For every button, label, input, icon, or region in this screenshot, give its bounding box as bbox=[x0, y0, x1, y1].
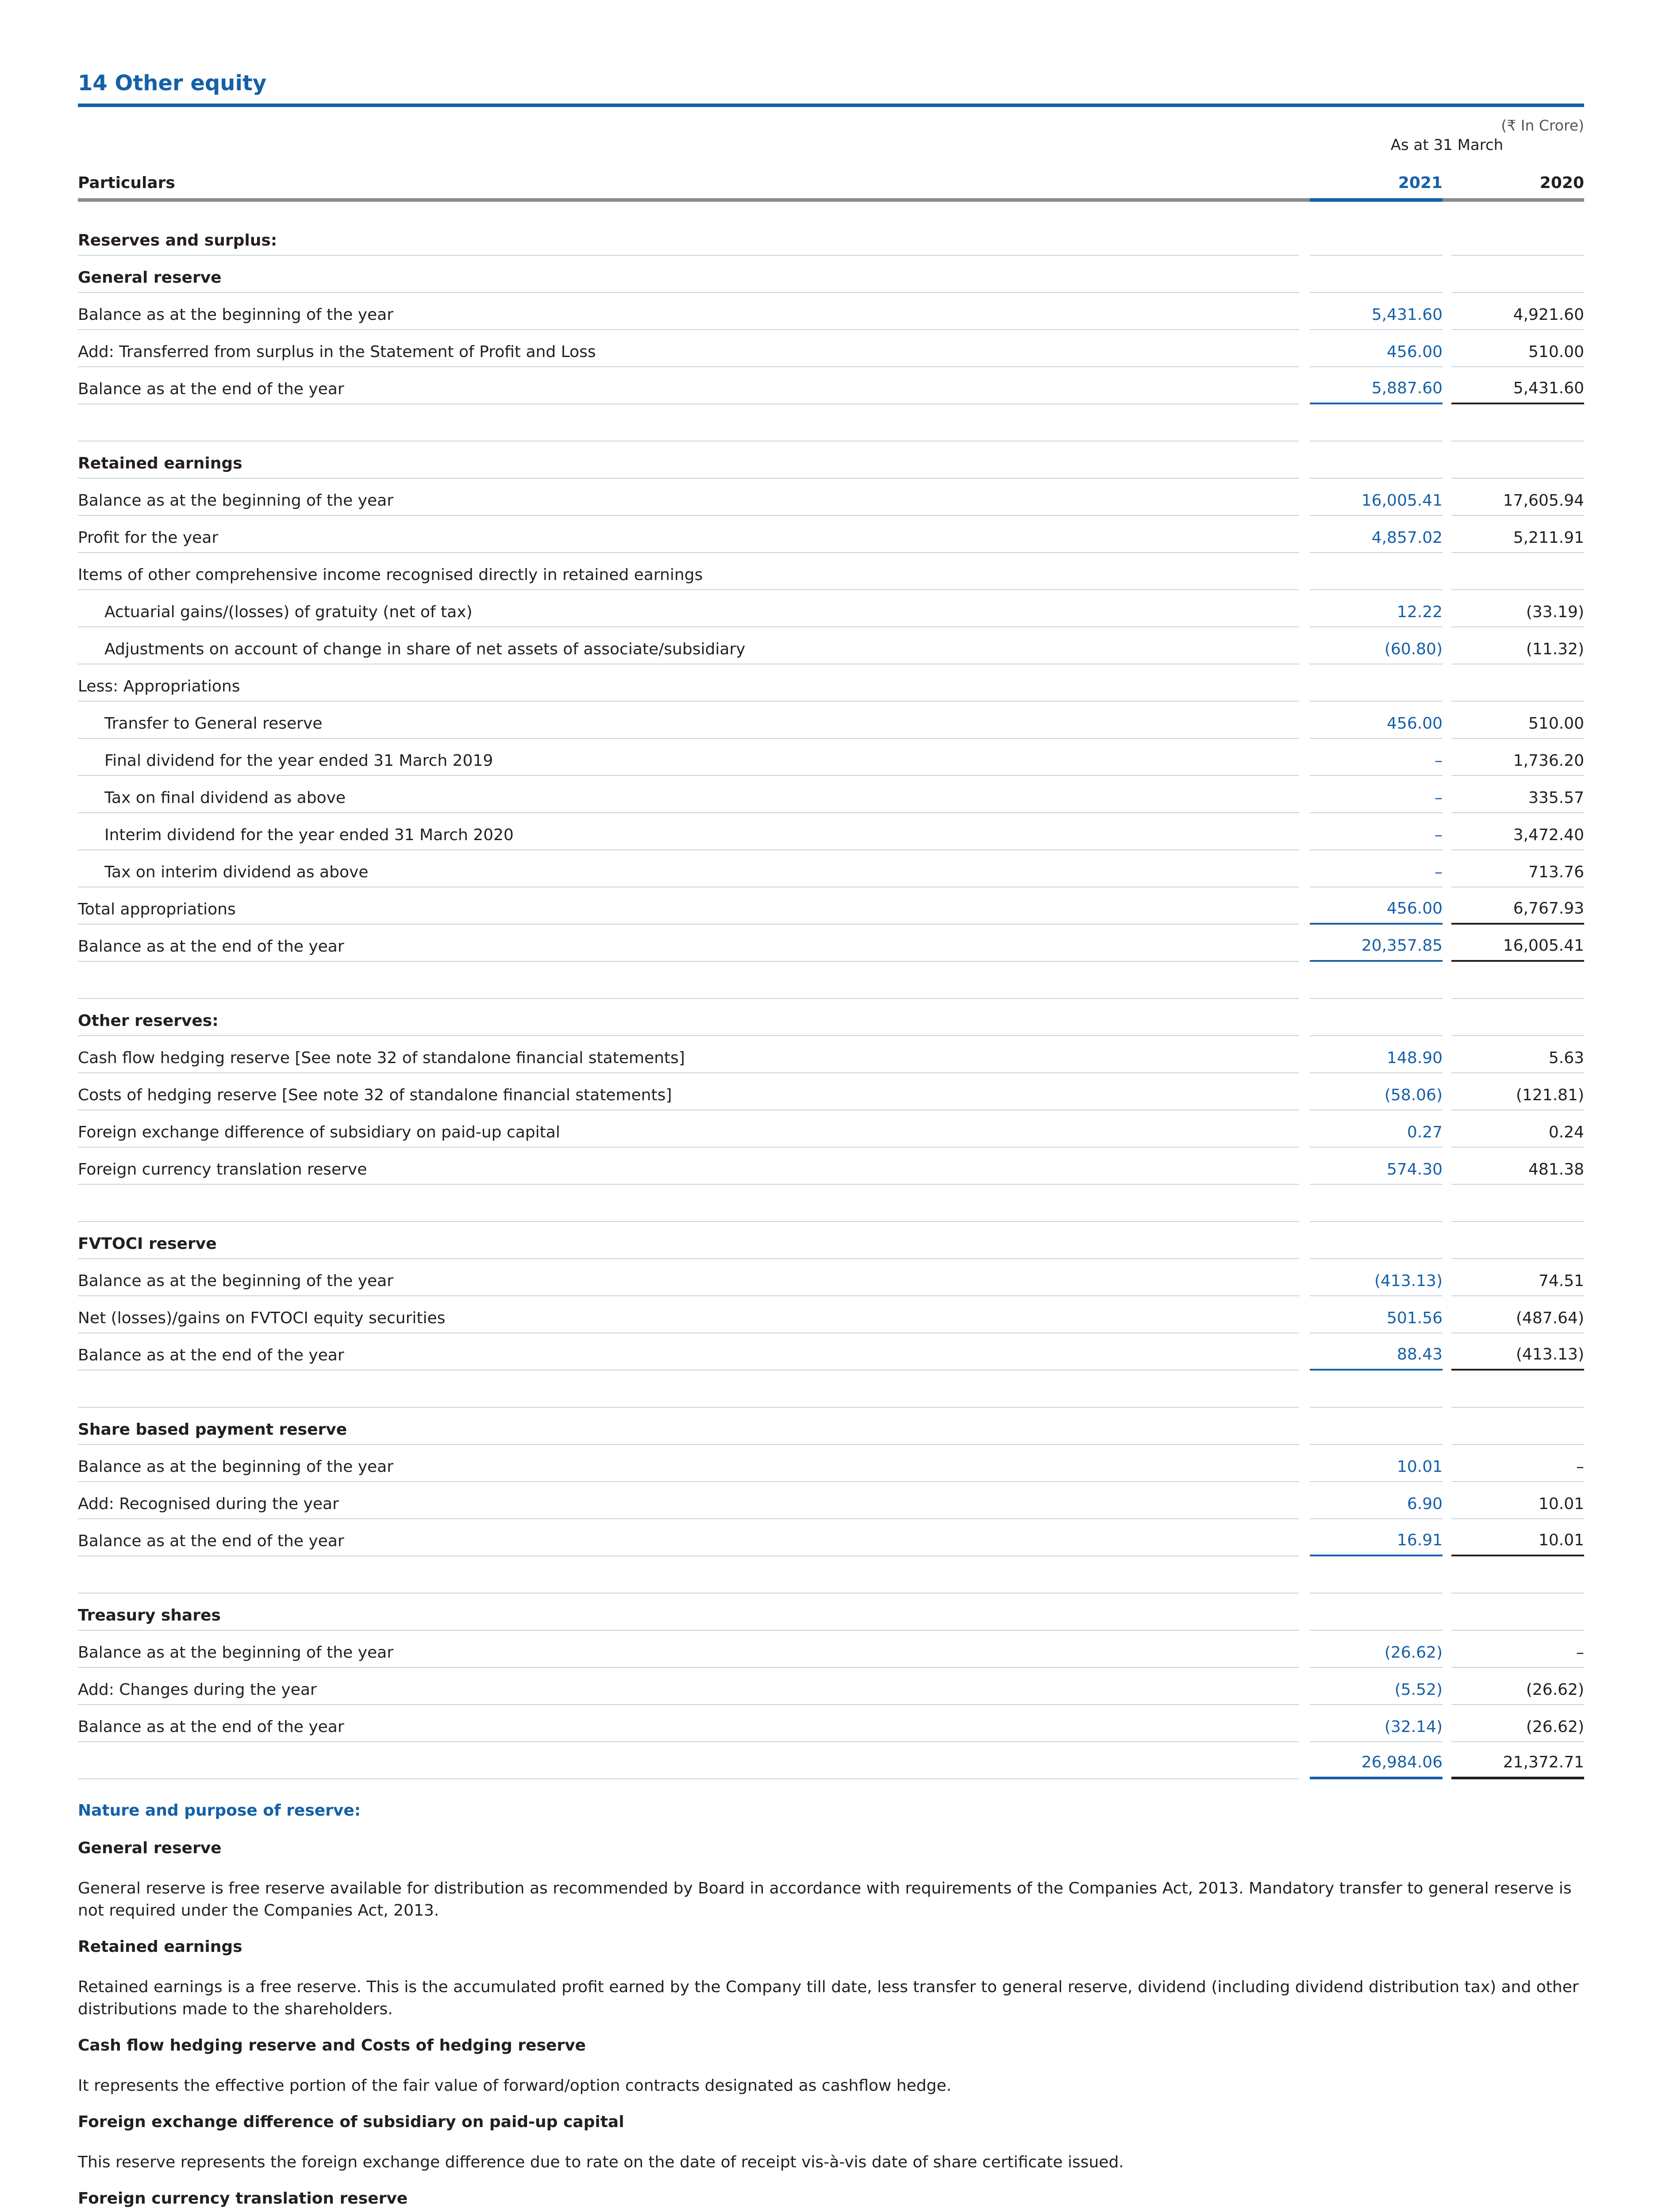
unit-label: (₹ In Crore) bbox=[1501, 117, 1584, 134]
row-label: Balance as at the end of the year bbox=[78, 1705, 1299, 1742]
row-label: Balance as at the beginning of the year bbox=[78, 1631, 1299, 1668]
value-2021: 10.01 bbox=[1310, 1445, 1443, 1482]
note-title: General reserve bbox=[78, 1839, 222, 1857]
row-label: Balance as at the end of the year bbox=[78, 1519, 1299, 1556]
table-row bbox=[78, 1445, 1584, 1482]
value-2021: 456.00 bbox=[1310, 887, 1443, 925]
row-label: Transfer to General reserve bbox=[78, 702, 1299, 739]
value-2021 bbox=[1310, 999, 1443, 1036]
value-2021 bbox=[1310, 256, 1443, 293]
value-2021 bbox=[1310, 553, 1443, 590]
table-row bbox=[78, 1668, 1584, 1705]
row-label bbox=[78, 1556, 1299, 1594]
value-2021: 148.90 bbox=[1310, 1036, 1443, 1073]
row-label: Costs of hedging reserve [See note 32 of standalone financial statements] bbox=[78, 1073, 1299, 1110]
value-2021: 0.27 bbox=[1310, 1110, 1443, 1148]
value-2020: 481.38 bbox=[1451, 1148, 1584, 1185]
row-label: Foreign exchange difference of subsidiary on paid-up capital bbox=[78, 1110, 1299, 1148]
value-2020: (26.62) bbox=[1451, 1705, 1584, 1742]
note-title: Retained earnings bbox=[78, 1938, 242, 1956]
table-row bbox=[78, 1185, 1584, 1222]
row-label: Cash flow hedging reserve [See note 32 of standalone financial statements] bbox=[78, 1036, 1299, 1073]
row-label bbox=[78, 1185, 1299, 1222]
value-2021: (26.62) bbox=[1310, 1631, 1443, 1668]
value-2020: – bbox=[1451, 1631, 1584, 1668]
table-row bbox=[78, 739, 1584, 776]
value-2020: 5,211.91 bbox=[1451, 516, 1584, 553]
value-2020: 21,372.71 bbox=[1451, 1742, 1584, 1779]
table-row bbox=[78, 516, 1584, 553]
value-2021: (60.80) bbox=[1310, 627, 1443, 664]
table-row bbox=[78, 1742, 1584, 1779]
value-2021 bbox=[1310, 404, 1443, 442]
value-2020: 3,472.40 bbox=[1451, 813, 1584, 850]
row-label: Add: Recognised during the year bbox=[78, 1482, 1299, 1519]
value-2020: 17,605.94 bbox=[1451, 479, 1584, 516]
table-row bbox=[78, 1333, 1584, 1371]
note-text: Retained earnings is a free reserve. This is the accumulated profit earned by the Company till date, less transfer to general reserve, dividend (including dividend distribution tax) and other distributions made to the shareholders. bbox=[78, 1978, 1579, 2018]
table-row bbox=[78, 1371, 1584, 1408]
value-2020: – bbox=[1451, 1445, 1584, 1482]
value-2021 bbox=[1310, 1222, 1443, 1259]
row-label bbox=[78, 404, 1299, 442]
value-2020: (413.13) bbox=[1451, 1333, 1584, 1371]
row-label bbox=[78, 1742, 1299, 1779]
row-label: Treasury shares bbox=[78, 1594, 1299, 1631]
row-label: General reserve bbox=[78, 256, 1299, 293]
value-2021: (58.06) bbox=[1310, 1073, 1443, 1110]
value-2020 bbox=[1451, 219, 1584, 256]
note-item bbox=[78, 2036, 1584, 2097]
table-row bbox=[78, 367, 1584, 404]
value-2020 bbox=[1451, 1371, 1584, 1408]
value-2020: 5,431.60 bbox=[1451, 367, 1584, 404]
table-row bbox=[78, 590, 1584, 627]
value-2021 bbox=[1310, 442, 1443, 479]
value-2020: 16,005.41 bbox=[1451, 925, 1584, 962]
table-row bbox=[78, 999, 1584, 1036]
row-label: Reserves and surplus: bbox=[78, 219, 1299, 256]
value-2020 bbox=[1451, 1556, 1584, 1594]
row-label: Balance as at the beginning of the year bbox=[78, 1445, 1299, 1482]
value-2021: 456.00 bbox=[1310, 702, 1443, 739]
row-label: Net (losses)/gains on FVTOCI equity securities bbox=[78, 1296, 1299, 1333]
row-label: Tax on final dividend as above bbox=[78, 776, 1299, 813]
value-2020: 10.01 bbox=[1451, 1482, 1584, 1519]
value-2021: – bbox=[1310, 739, 1443, 776]
value-2020 bbox=[1451, 404, 1584, 442]
note-item bbox=[78, 1839, 1584, 1922]
value-2020: 5.63 bbox=[1451, 1036, 1584, 1073]
row-label: Balance as at the end of the year bbox=[78, 1333, 1299, 1371]
row-label: Balance as at the beginning of the year bbox=[78, 293, 1299, 330]
value-2020 bbox=[1451, 256, 1584, 293]
row-label: Balance as at the end of the year bbox=[78, 367, 1299, 404]
table-row bbox=[78, 1594, 1584, 1631]
table-row bbox=[78, 850, 1584, 887]
value-2020 bbox=[1451, 999, 1584, 1036]
value-2020: 4,921.60 bbox=[1451, 293, 1584, 330]
row-label: Final dividend for the year ended 31 March 2019 bbox=[78, 739, 1299, 776]
note-item bbox=[78, 1938, 1584, 2020]
table-row bbox=[78, 1631, 1584, 1668]
value-2020 bbox=[1451, 1594, 1584, 1631]
value-2021: 16,005.41 bbox=[1310, 479, 1443, 516]
value-2021: 5,431.60 bbox=[1310, 293, 1443, 330]
value-2020: 74.51 bbox=[1451, 1259, 1584, 1296]
value-2021 bbox=[1310, 1185, 1443, 1222]
value-2021 bbox=[1310, 1408, 1443, 1445]
table-row bbox=[78, 1036, 1584, 1073]
row-label: Balance as at the beginning of the year bbox=[78, 1259, 1299, 1296]
value-2020 bbox=[1451, 962, 1584, 999]
table-row bbox=[78, 1519, 1584, 1556]
row-label: Actuarial gains/(losses) of gratuity (net of tax) bbox=[78, 590, 1299, 627]
page-title: 14 Other equity bbox=[78, 71, 1584, 107]
table-row bbox=[78, 1222, 1584, 1259]
table-row bbox=[78, 1148, 1584, 1185]
table-row bbox=[78, 925, 1584, 962]
row-label: Add: Changes during the year bbox=[78, 1668, 1299, 1705]
value-2020: (26.62) bbox=[1451, 1668, 1584, 1705]
value-2020 bbox=[1451, 1185, 1584, 1222]
row-label: Balance as at the beginning of the year bbox=[78, 479, 1299, 516]
value-2021 bbox=[1310, 219, 1443, 256]
value-2021 bbox=[1310, 1371, 1443, 1408]
table-row bbox=[78, 1408, 1584, 1445]
value-2021: 20,357.85 bbox=[1310, 925, 1443, 962]
value-2021: – bbox=[1310, 776, 1443, 813]
equity-table bbox=[78, 219, 1584, 1779]
note-text: General reserve is free reserve available for distribution as recommended by Board in accordance with requirements of the Companies Act, 2013. Mandatory transfer to general reserve is not required under the Companies Act, 2013. bbox=[78, 1879, 1572, 1920]
table-row bbox=[78, 1296, 1584, 1333]
table-row bbox=[78, 664, 1584, 702]
year-2021-underline bbox=[1310, 198, 1443, 202]
note-item bbox=[78, 2113, 1584, 2174]
table-row bbox=[78, 962, 1584, 999]
table-row bbox=[78, 1110, 1584, 1148]
row-label: Add: Transferred from surplus in the Statement of Profit and Loss bbox=[78, 330, 1299, 367]
value-2021: (5.52) bbox=[1310, 1668, 1443, 1705]
value-2021: – bbox=[1310, 813, 1443, 850]
value-2020: 0.24 bbox=[1451, 1110, 1584, 1148]
table-row bbox=[78, 627, 1584, 664]
value-2021: 88.43 bbox=[1310, 1333, 1443, 1371]
row-label: Total appropriations bbox=[78, 887, 1299, 925]
value-2020: 1,736.20 bbox=[1451, 739, 1584, 776]
value-2020: 335.57 bbox=[1451, 776, 1584, 813]
table-row bbox=[78, 442, 1584, 479]
row-label: Adjustments on account of change in share of net assets of associate/subsidiary bbox=[78, 627, 1299, 664]
value-2021 bbox=[1310, 1556, 1443, 1594]
value-2021: 12.22 bbox=[1310, 590, 1443, 627]
table-row bbox=[78, 1705, 1584, 1742]
table-row bbox=[78, 293, 1584, 330]
table-row bbox=[78, 553, 1584, 590]
table-row bbox=[78, 404, 1584, 442]
table-row bbox=[78, 256, 1584, 293]
table-row bbox=[78, 330, 1584, 367]
value-2020 bbox=[1451, 553, 1584, 590]
notes-heading: Nature and purpose of reserve: bbox=[78, 1801, 361, 1820]
value-2021: 26,984.06 bbox=[1310, 1742, 1443, 1779]
row-label: Share based payment reserve bbox=[78, 1408, 1299, 1445]
value-2020 bbox=[1451, 664, 1584, 702]
value-2020: (487.64) bbox=[1451, 1296, 1584, 1333]
value-2021 bbox=[1310, 962, 1443, 999]
value-2021: 4,857.02 bbox=[1310, 516, 1443, 553]
value-2020: 713.76 bbox=[1451, 850, 1584, 887]
note-text: It represents the effective portion of the fair value of forward/option contracts designated as cashflow hedge. bbox=[78, 2077, 952, 2095]
document-page bbox=[78, 71, 1584, 2212]
value-2021: 6.90 bbox=[1310, 1482, 1443, 1519]
table-row bbox=[78, 813, 1584, 850]
table-row bbox=[78, 1556, 1584, 1594]
value-2021: 456.00 bbox=[1310, 330, 1443, 367]
table-row bbox=[78, 1259, 1584, 1296]
note-title: Foreign currency translation reserve bbox=[78, 2189, 408, 2208]
row-label: Interim dividend for the year ended 31 March 2020 bbox=[78, 813, 1299, 850]
value-2021 bbox=[1310, 664, 1443, 702]
table-row bbox=[78, 1482, 1584, 1519]
value-2020: 510.00 bbox=[1451, 330, 1584, 367]
notes-list bbox=[78, 1839, 1584, 2212]
value-2020: 10.01 bbox=[1451, 1519, 1584, 1556]
value-2021: 5,887.60 bbox=[1310, 367, 1443, 404]
note-text: This reserve represents the foreign exchange difference due to rate on the date of receipt vis-à-vis date of share certificate issued. bbox=[78, 2153, 1124, 2171]
value-2020: (121.81) bbox=[1451, 1073, 1584, 1110]
value-2021: 501.56 bbox=[1310, 1296, 1443, 1333]
value-2020: (33.19) bbox=[1451, 590, 1584, 627]
value-2020: (11.32) bbox=[1451, 627, 1584, 664]
value-2021: (32.14) bbox=[1310, 1705, 1443, 1742]
value-2020 bbox=[1451, 1222, 1584, 1259]
table-row bbox=[78, 1073, 1584, 1110]
row-label: Less: Appropriations bbox=[78, 664, 1299, 702]
table-header bbox=[78, 136, 1584, 202]
value-2021 bbox=[1310, 1594, 1443, 1631]
note-title: Foreign exchange difference of subsidiary on paid-up capital bbox=[78, 2113, 624, 2131]
row-label: Items of other comprehensive income recognised directly in retained earnings bbox=[78, 553, 1299, 590]
row-label bbox=[78, 962, 1299, 999]
value-2020: 6,767.93 bbox=[1451, 887, 1584, 925]
year-2020-header: 2020 bbox=[1539, 174, 1584, 192]
notes-section bbox=[78, 1801, 1584, 2212]
note-title: Cash flow hedging reserve and Costs of hedging reserve bbox=[78, 2036, 586, 2055]
table-row bbox=[78, 219, 1584, 256]
row-label: Foreign currency translation reserve bbox=[78, 1148, 1299, 1185]
table-row bbox=[78, 776, 1584, 813]
value-2020: 510.00 bbox=[1451, 702, 1584, 739]
row-label: Balance as at the end of the year bbox=[78, 925, 1299, 962]
value-2021: 574.30 bbox=[1310, 1148, 1443, 1185]
particulars-header: Particulars bbox=[78, 174, 175, 192]
value-2020 bbox=[1451, 1408, 1584, 1445]
note-item bbox=[78, 2189, 1584, 2212]
value-2021: 16.91 bbox=[1310, 1519, 1443, 1556]
row-label: FVTOCI reserve bbox=[78, 1222, 1299, 1259]
table-row bbox=[78, 702, 1584, 739]
row-label bbox=[78, 1371, 1299, 1408]
value-2021: (413.13) bbox=[1310, 1259, 1443, 1296]
table-row bbox=[78, 887, 1584, 925]
value-2020 bbox=[1451, 442, 1584, 479]
table-row bbox=[78, 479, 1584, 516]
as-at-label: As at 31 March bbox=[1390, 136, 1504, 154]
value-2021: – bbox=[1310, 850, 1443, 887]
year-2021-header: 2021 bbox=[1398, 174, 1443, 192]
row-label: Profit for the year bbox=[78, 516, 1299, 553]
row-label: Other reserves: bbox=[78, 999, 1299, 1036]
row-label: Retained earnings bbox=[78, 442, 1299, 479]
row-label: Tax on interim dividend as above bbox=[78, 850, 1299, 887]
